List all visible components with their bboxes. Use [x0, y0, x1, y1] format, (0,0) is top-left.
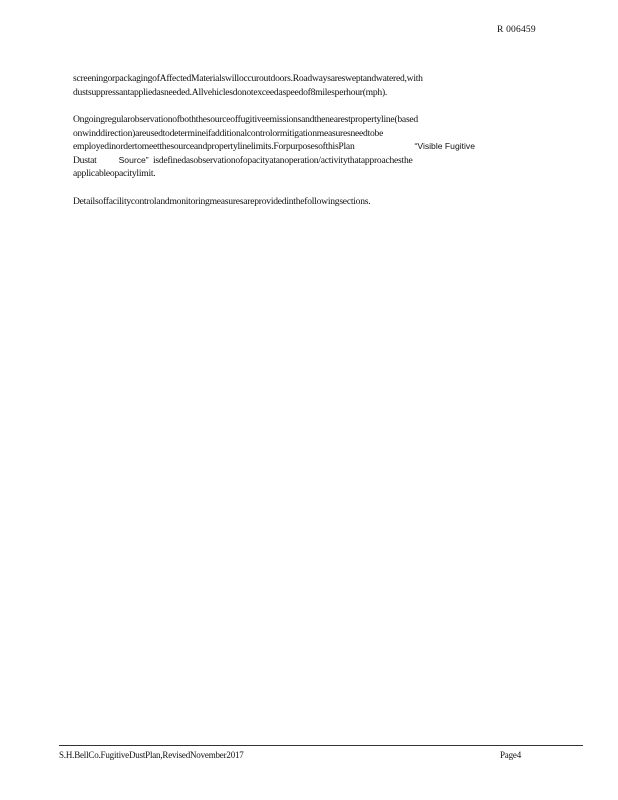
text-line [73, 140, 551, 154]
text-line: onwinddirection)areusedtodetermineifadditionalcontrolormitigationmeasuresneedtobe [73, 127, 384, 139]
text-span: isdefinedasobservationofopacityatanoperation/activitythatapproachesthe [152, 154, 413, 166]
footer-document-title: S.H.BellCo.FugitiveDustPlan,RevisedNovember2017 [59, 750, 244, 760]
bates-number: R 006459 [497, 25, 536, 35]
footer-divider [59, 745, 583, 746]
paragraph-observation [73, 113, 551, 181]
paragraph-text: screeningorpackagingofAffectedMaterialswilloccuroutdoors.Roadwaysaresweptandwatered,with dustsuppressantappliedasneeded.Allvehiclesdonotexceedaspeedof8milesperhour(mph). [73, 73, 423, 98]
quoted-term: “Visible Fugitive [414, 141, 476, 152]
text-line [73, 154, 551, 168]
text-line: Ongoingregularobservationofboththesourceoffugitiveemissionsandthenearestpropertyline(based [73, 114, 418, 125]
quoted-term: Source” [118, 154, 149, 165]
text-span: employedinordertomeetthesourceandpropertylinelimits.ForpurposesofthisPlan [73, 141, 355, 153]
footer-page-number: Page4 [500, 750, 521, 760]
paragraph-text: Detailsoffacilitycontrolandmonitoringmeasuresareprovidedinthefollowingsections. [73, 196, 371, 207]
paragraph-details [73, 195, 551, 209]
paragraph-roadways [73, 72, 551, 99]
text-line: applicableopacitylimit. [73, 168, 156, 180]
text-span: Dustat [73, 154, 97, 166]
